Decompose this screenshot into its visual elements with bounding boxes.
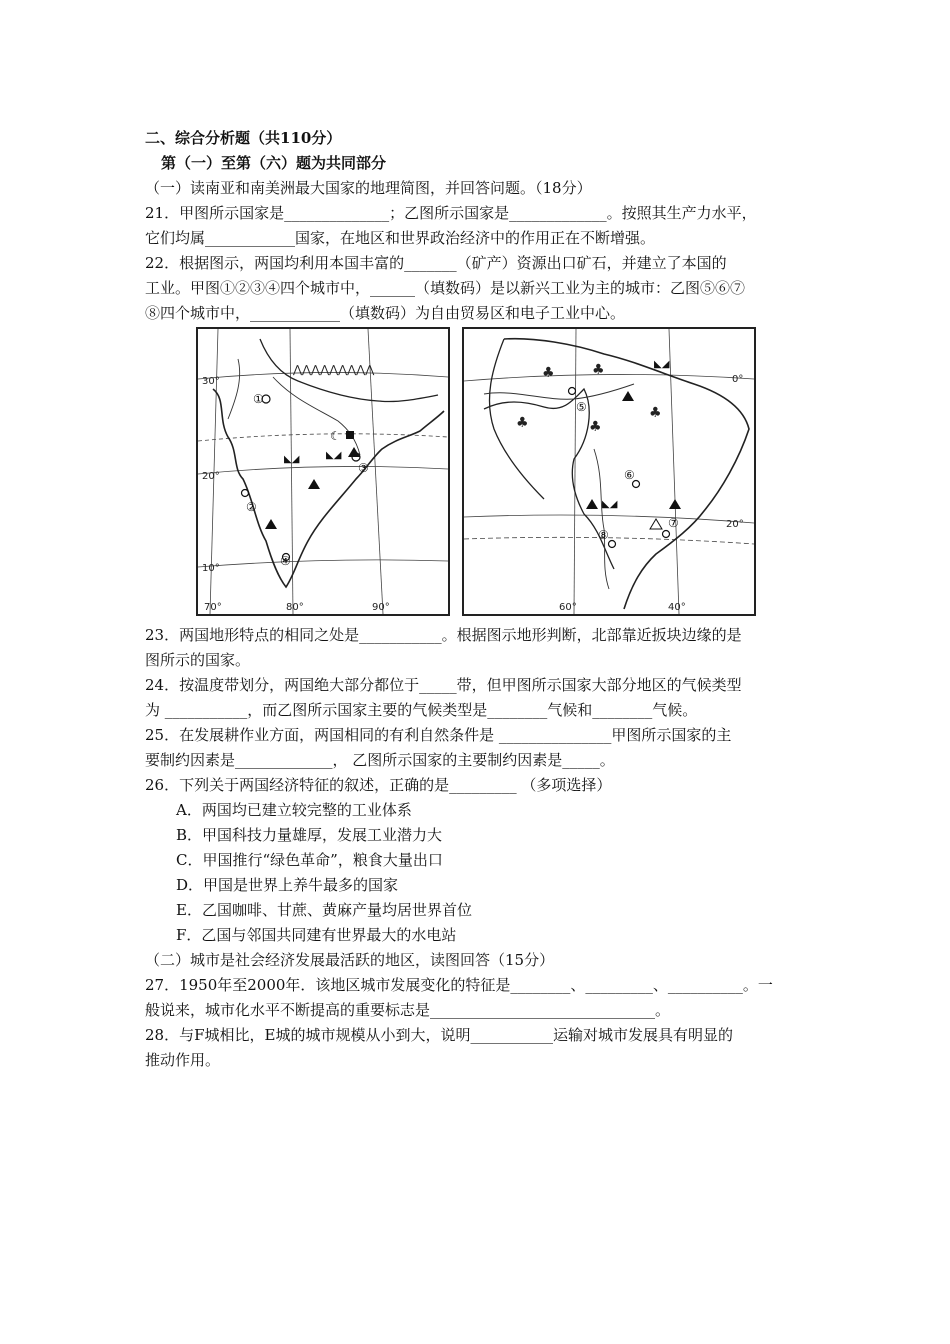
himalaya-mountains: ⋀⋀⋀⋀⋀⋀⋀⋀⋀: [293, 363, 375, 376]
brazil-western-border: [484, 389, 614, 569]
brazil-lon-60-label: 60°: [559, 602, 577, 613]
q26-option-e: E．乙国咖啡、甘蔗、黄麻产量均居世界首位: [176, 901, 472, 919]
q26-option-d: D．甲国是世界上养牛最多的国家: [176, 876, 399, 894]
part2-intro: （二）城市是社会经济发展最活跃的地区，读图回答（15分）: [145, 951, 555, 969]
industry-symbol-4: ◣◢: [654, 359, 670, 370]
city-2-label: ②: [246, 500, 257, 514]
industry-symbol-3: ◣◢: [602, 499, 618, 510]
q28-line2: 推动作用。: [145, 1051, 221, 1069]
brazil-lat-0-line: [464, 374, 754, 381]
city-2-marker: [242, 490, 249, 497]
q22-line2: 工业。甲图①②③④四个城市中，______（填数码）是以新兴工业为主的城市：乙图⑤⑥⑦: [145, 279, 746, 297]
indus-river: [228, 359, 240, 419]
q26-option-c: C．甲国推行“绿色革命”，粮食大量出口: [176, 851, 443, 869]
mineral-triangle-2: [265, 519, 277, 529]
industry-symbol-2: ◣◢: [284, 454, 300, 465]
mineral-triangle-6: [586, 499, 598, 509]
mineral-square: [346, 431, 354, 439]
parana-river: [594, 449, 609, 589]
q26-stem: 26．下列关于两国经济特征的叙述，正确的是_________ （多项选择）: [145, 776, 612, 794]
q26-option-a: A．两国均已建立较完整的工业体系: [176, 801, 412, 819]
q23-line1: 23．两国地形特点的相同之处是___________。根据图示地形判断，北部靠近扳块边缘的是: [145, 626, 742, 644]
india-lat-10-line: [198, 560, 448, 567]
industry-symbol-1: ◣◢: [326, 450, 342, 461]
city-8-label: ⑧: [598, 528, 609, 542]
map-india-figure: [198, 329, 448, 614]
forest-symbol-4: ♣: [589, 419, 602, 435]
section-heading: 二、综合分析题（共110分）: [145, 129, 342, 147]
india-lon-80-label: 80°: [286, 602, 304, 613]
city-3-label: ③: [358, 461, 369, 475]
q25-line1: 25．在发展耕作业方面，两国相同的有利自然条件是 _______________甲图所示国家的主: [145, 726, 732, 744]
section-subheading: 第（一）至第（六）题为共同部分: [161, 154, 387, 172]
forest-symbol-2: ♣: [592, 362, 605, 378]
india-coastline: [213, 389, 444, 587]
mineral-triangle-5: [622, 391, 634, 401]
forest-symbol-3: ♣: [516, 415, 529, 431]
q24-line1: 24．按温度带划分，两国绝大部分都位于_____带，但甲图所示国家大部分地区的气候类型: [145, 676, 742, 694]
mineral-triangle-7: [669, 499, 681, 509]
brazil-lon-40-line: [669, 329, 679, 614]
india-lat-20-label: 20°: [202, 471, 220, 482]
city-1-label: ①: [253, 392, 264, 406]
q26-option-f: F．乙国与邻国共同建有世界最大的水电站: [176, 926, 457, 944]
city-5-marker: [569, 388, 576, 395]
map-brazil-figure: [464, 329, 754, 614]
q22-line1: 22．根据图示，两国均利用本国丰富的_______（矿产）资源出口矿石，并建立了本国的: [145, 254, 727, 272]
india-lat-20-line: [198, 466, 448, 474]
q26-option-b: B．甲国科技力量雄厚，发展工业潜力大: [176, 826, 443, 844]
city-6-label: ⑥: [624, 468, 635, 482]
brazil-lon-60-line: [574, 329, 576, 614]
brazil-lat-0-label: 0°: [732, 374, 744, 385]
brazil-lat-20-label: 20°: [726, 519, 744, 530]
forest-symbol-1: ♣: [542, 365, 555, 381]
map-india: [196, 327, 450, 616]
coal-symbol: ☾: [330, 429, 341, 443]
india-lat-30-label: 30°: [202, 376, 220, 387]
amazon-river: [484, 384, 634, 399]
q21-line2: 它们均属____________国家，在地区和世界政治经济中的作用正在不断增强。: [145, 229, 656, 247]
ganges-river: [273, 377, 360, 455]
oil-triangle: [650, 519, 662, 529]
map-brazil: [462, 327, 756, 616]
city-5-label: ⑤: [576, 400, 587, 414]
part1-intro: （一）读南亚和南美洲最大国家的地理简图，并回答问题。（18分）: [145, 179, 592, 197]
q23-line2: 图所示的国家。: [145, 651, 251, 669]
city-8-marker: [609, 541, 616, 548]
forest-symbol-5: ♣: [649, 405, 662, 421]
q28-line1: 28．与F城相比，E城的城市规模从小到大，说明___________运输对城市发展具有明显的: [145, 1026, 733, 1044]
brazil-lat-20-line: [464, 515, 754, 523]
mineral-triangle-1: [308, 479, 320, 489]
city-4-label: ④: [280, 554, 291, 568]
city-7-label: ⑦: [668, 516, 679, 530]
q27-line2: 般说来，城市化水平不断提高的重要标志是______________________________。: [145, 1001, 671, 1019]
q22-line3: ⑧四个城市中，____________（填数码）为自由贸易区和电子工业中心。: [145, 304, 626, 322]
q21-line1: 21．甲图所示国家是______________；乙图所示国家是_____________。按照其生产力水平，: [145, 204, 757, 222]
q27-line1: 27．1950年至2000年．该地区城市发展变化的特征是________、_________、__________。一: [145, 976, 773, 994]
q24-line2: 为 ___________，而乙图所示国家主要的气候类型是________气候和________气候。: [145, 701, 698, 719]
brazil-lon-40-label: 40°: [668, 602, 686, 613]
india-lon-90-label: 90°: [372, 602, 390, 613]
india-lat-10-label: 10°: [202, 563, 220, 574]
india-lon-70-label: 70°: [204, 602, 222, 613]
q25-line2: 要制约因素是_____________， 乙图所示国家的主要制约因素是_____。: [145, 751, 615, 769]
city-7-marker: [663, 531, 670, 538]
